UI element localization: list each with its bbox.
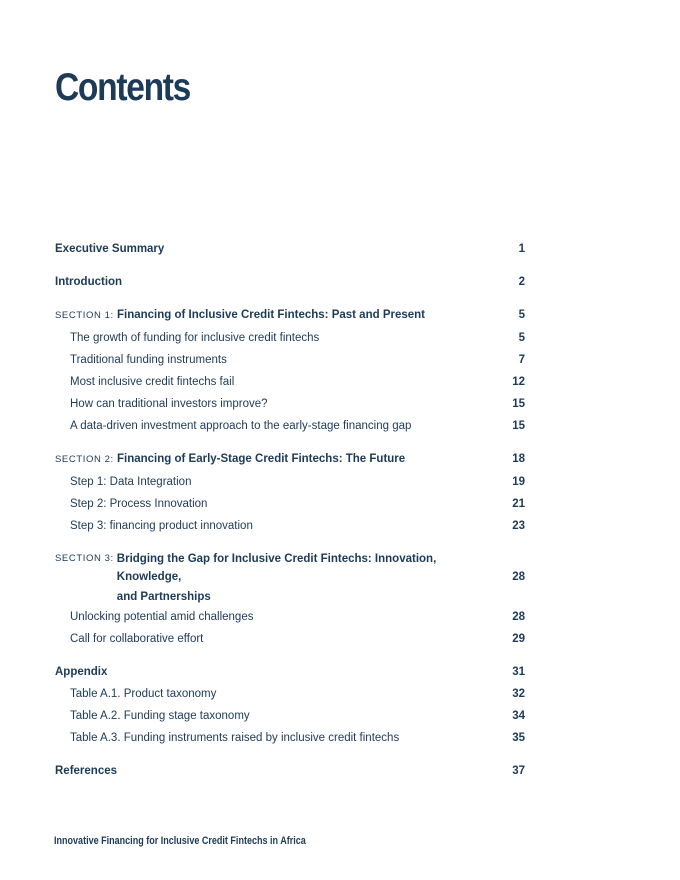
section-title-line-1: Bridging the Gap for Inclusive Credit Fintechs: Innovation, Knowledge, — [116, 553, 437, 583]
toc-subentry[interactable] — [55, 415, 525, 437]
toc-subentry[interactable] — [55, 349, 525, 371]
toc-entry-label: How can traditional investors improve? — [70, 398, 268, 410]
toc-page-number: 23 — [512, 520, 525, 532]
toc-page-number: 1 — [518, 243, 525, 255]
toc-page-number: 5 — [518, 332, 525, 344]
toc-page-number: 29 — [512, 633, 525, 645]
toc-subentry[interactable] — [55, 683, 525, 705]
toc-subentry[interactable] — [55, 327, 525, 349]
section-prefix: SECTION 1: — [55, 310, 114, 321]
toc-section-2[interactable] — [55, 448, 525, 471]
toc-entry-label: The growth of funding for inclusive credit fintechs — [70, 332, 320, 344]
toc-entry-label: A data-driven investment approach to the early-stage financing gap — [70, 420, 412, 432]
toc-entry-label: Unlocking potential amid challenges — [70, 611, 254, 623]
toc-page-number: 7 — [518, 354, 525, 366]
toc-entry-label: Traditional funding instruments — [70, 354, 227, 366]
section-title: Financing of Early-Stage Credit Fintechs: The Future — [117, 453, 406, 465]
section-title: Financing of Inclusive Credit Fintechs: Past and Present — [117, 309, 426, 321]
toc-page-number: 19 — [512, 476, 525, 488]
page-title: Contents — [55, 66, 191, 109]
section-prefix: SECTION 2: — [55, 454, 114, 465]
toc-entry-label: Call for collaborative effort — [70, 633, 204, 645]
toc-page-number: 2 — [518, 276, 525, 288]
toc-page-number: 31 — [512, 666, 525, 678]
toc-entry-label: Step 2: Process Innovation — [70, 498, 208, 510]
toc-subentry[interactable] — [55, 515, 525, 537]
toc-entry-label: Appendix — [55, 666, 108, 678]
toc-entry-label: Table A.1. Product taxonomy — [70, 688, 217, 700]
toc-section-1[interactable] — [55, 304, 525, 327]
toc-subentry[interactable] — [55, 493, 525, 515]
toc-entry-executive-summary[interactable] — [55, 238, 525, 260]
toc-subentry[interactable] — [55, 727, 525, 749]
toc-entry-label: Step 1: Data Integration — [70, 476, 192, 488]
toc-subentry[interactable] — [55, 705, 525, 727]
toc-entry-label: Table A.2. Funding stage taxonomy — [70, 710, 250, 722]
toc-entry-label: Step 3: financing product innovation — [70, 520, 253, 532]
toc-subentry[interactable] — [55, 371, 525, 393]
toc-entry-label: Most inclusive credit fintechs fail — [70, 376, 235, 388]
toc-page-number: 37 — [512, 765, 525, 777]
toc-entry-label: Introduction — [55, 276, 123, 288]
toc-entry-references[interactable] — [55, 760, 525, 782]
toc-page-number: 12 — [512, 376, 525, 388]
toc-page-number: 18 — [512, 453, 525, 465]
toc-page-number: 32 — [512, 688, 525, 700]
toc-entry-introduction[interactable] — [55, 271, 525, 293]
toc-page-number: 28 — [512, 571, 525, 583]
toc-subentry[interactable] — [55, 393, 525, 415]
toc-section-3[interactable] — [55, 548, 525, 606]
toc-subentry[interactable] — [55, 606, 525, 628]
toc-entry-label: References — [55, 765, 118, 777]
page-footer: Innovative Financing for Inclusive Credit Fintechs in Africa — [54, 835, 306, 847]
toc-subentry[interactable] — [55, 628, 525, 650]
toc-entry-appendix[interactable] — [55, 661, 525, 683]
table-of-contents — [55, 238, 525, 782]
toc-page-number: 15 — [512, 420, 525, 432]
toc-page-number: 35 — [512, 732, 525, 744]
toc-page-number: 21 — [512, 498, 525, 510]
toc-page-number: 15 — [512, 398, 525, 410]
toc-page-number: 5 — [518, 309, 525, 321]
toc-subentry[interactable] — [55, 471, 525, 493]
toc-entry-label: Table A.3. Funding instruments raised by inclusive credit fintechs — [70, 732, 400, 744]
toc-page-number: 28 — [512, 611, 525, 623]
toc-page-number: 34 — [512, 710, 525, 722]
toc-entry-label: Executive Summary — [55, 243, 165, 255]
section-title-line-2: and Partnerships — [116, 591, 211, 603]
section-prefix: SECTION 3: — [55, 553, 114, 564]
